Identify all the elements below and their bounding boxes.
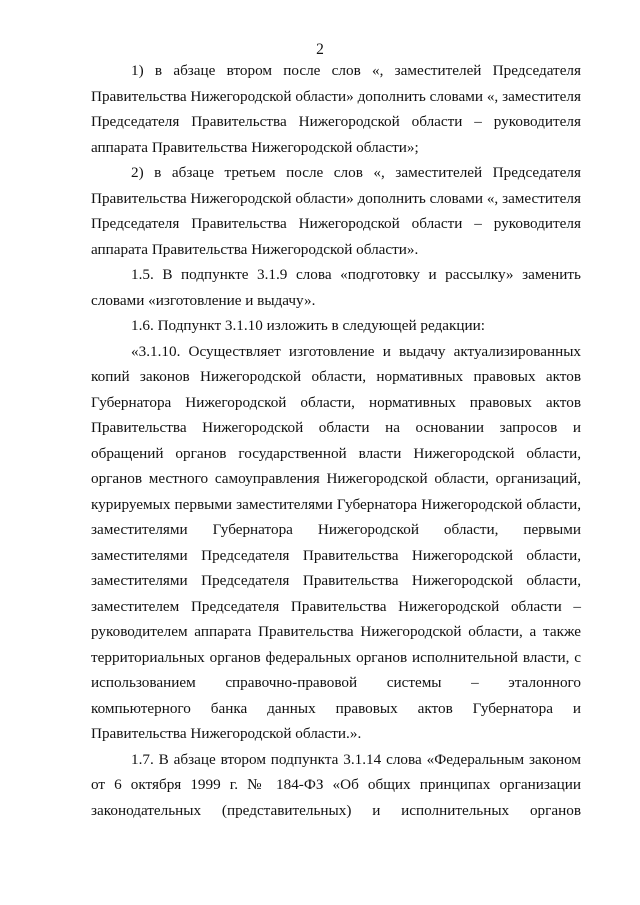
- paragraph-item-1-7: 1.7. В абзаце втором подпункта 3.1.14 слова «Федеральным законом от 6 октября 1999 г. № 184-ФЗ «Об общих принципах организации законодательных (представительных) и исполнительных органов: [91, 750, 581, 819]
- paragraph-item-1-6: 1.6. Подпункт 3.1.10 изложить в следующей редакции:: [131, 317, 485, 334]
- document-body: [91, 58, 581, 823]
- page-number: 2: [316, 41, 324, 58]
- paragraph-amend-abzac-3: 2) в абзаце третьем после слов «, заместителей Председателя Правительства Нижегородской области» дополнить словами «, заместителя Председателя Правительства Нижегородской области – руководителя аппарата Правительства Нижегородской области».: [91, 164, 581, 258]
- paragraph-item-1-5: 1.5. В подпункте 3.1.9 слова «подготовку и рассылку» заменить словами «изготовление и выдачу».: [91, 266, 581, 309]
- paragraph-subitem-3-1-10: «3.1.10. Осуществляет изготовление и выдачу актуализированных копий законов Нижегородской области, нормативных правовых актов Губернатора Нижегородской области, нормативных правовых актов Правительства Нижегородской области на основании запросов и обращений органов государственной власти Нижегородской области, органов местного самоуправления Нижегородской области, организаций, курируемых первыми заместителями Губернатора Нижегородской области, заместителями Губернатора Нижегородской области, первыми заместителями Председателя Правительства Нижегородской области, заместителями Председателя Правительства Нижегородской области, заместителем Председателя Правительства Нижегородской области – руководителем аппарата Правительства Нижегородской области, а также территориальных органов федеральных органов исполнительной власти, с использованием справочно-правовой системы – эталонного компьютерного банка данных правовых актов Губернатора и Правительства Нижегородской области.».: [91, 342, 581, 742]
- paragraph-amend-abzac-2: 1) в абзаце втором после слов «, заместителей Председателя Правительства Нижегородской области» дополнить словами «, заместителя Председателя Правительства Нижегородской области – руководителя аппарата Правительства Нижегородской области»;: [91, 62, 581, 156]
